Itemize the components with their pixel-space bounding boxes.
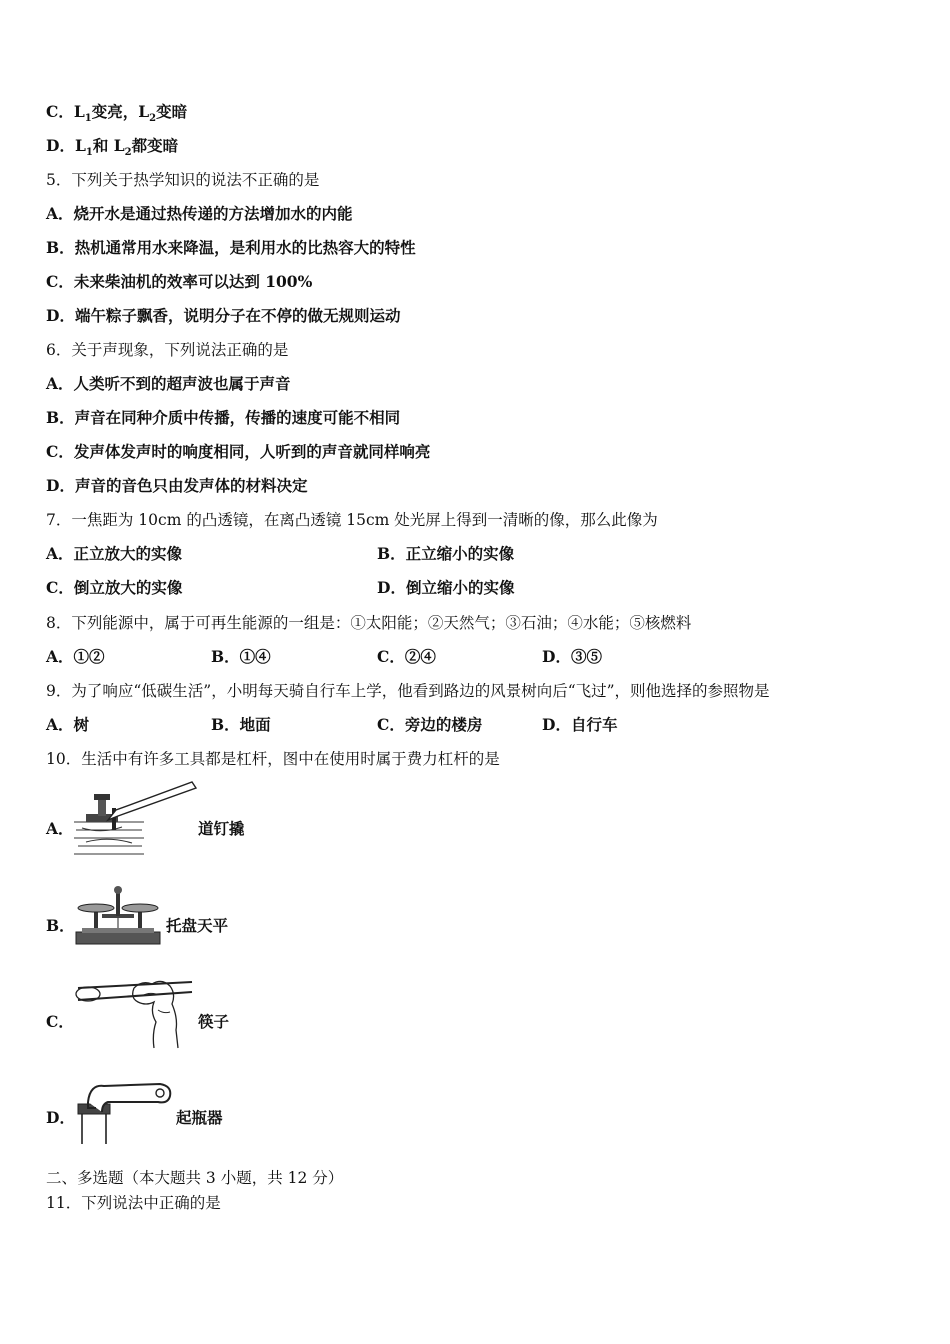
q10-option-c-letter: C． bbox=[46, 1012, 74, 1031]
q9-option-c: C．旁边的楼房 bbox=[377, 715, 483, 734]
q4-option-c-prefix: C．L bbox=[46, 102, 85, 121]
q10-stem: 10．生活中有许多工具都是杠杆，图中在使用时属于费力杠杆的是 bbox=[46, 750, 500, 768]
q5-option-c: C．未来柴油机的效率可以达到 100% bbox=[46, 272, 313, 291]
q9-option-d: D．自行车 bbox=[542, 715, 618, 734]
q5-option-a: A．烧开水是通过热传递的方法增加水的内能 bbox=[46, 204, 353, 223]
q10-option-b-letter: B． bbox=[46, 916, 75, 935]
q6-option-d: D．声音的音色只由发声体的材料决定 bbox=[46, 476, 308, 495]
q5-stem: 5．下列关于热学知识的说法不正确的是 bbox=[46, 171, 320, 189]
q4-option-c-sub1: 1 bbox=[84, 113, 92, 125]
q4-option-c-sub2: 2 bbox=[149, 113, 157, 125]
q4-option-d-prefix: D．L bbox=[46, 136, 86, 155]
q7-option-b: B．正立缩小的实像 bbox=[377, 544, 515, 563]
q4-option-d bbox=[46, 136, 178, 163]
q6-option-c: C．发声体发声时的响度相同，人听到的声音就同样响亮 bbox=[46, 442, 431, 461]
q8-option-a: A．①② bbox=[46, 647, 105, 666]
q5-option-d: D．端午粽子飘香，说明分子在不停的做无规则运动 bbox=[46, 306, 401, 325]
q10-option-c-caption: 筷子 bbox=[198, 1012, 230, 1031]
q7-option-c: C．倒立放大的实像 bbox=[46, 578, 183, 597]
q4-option-c-mid: 变亮，L bbox=[91, 102, 150, 121]
q10-option-d-letter: D． bbox=[46, 1108, 75, 1127]
q7-option-d: D．倒立缩小的实像 bbox=[377, 578, 515, 597]
q10-option-a-caption: 道钉撬 bbox=[198, 819, 245, 838]
q10-option-b-caption: 托盘天平 bbox=[166, 916, 229, 935]
q8-option-b: B．①④ bbox=[211, 647, 271, 666]
q11-stem: 11．下列说法中正确的是 bbox=[46, 1194, 221, 1212]
q9-option-b: B．地面 bbox=[211, 715, 271, 734]
q4-option-d-mid: 和 L bbox=[92, 136, 125, 155]
q7-stem: 7．一焦距为 10cm 的凸透镜，在离凸透镜 15cm 处光屏上得到一清晰的像，那么此像为 bbox=[46, 511, 658, 529]
q4-option-d-sub1: 1 bbox=[85, 147, 93, 159]
q4-option-c bbox=[46, 102, 187, 129]
q6-option-a: A．人类听不到的超声波也属于声音 bbox=[46, 374, 291, 393]
q8-option-d: D．③⑤ bbox=[542, 647, 602, 666]
q6-option-b: B．声音在同种介质中传播，传播的速度可能不相同 bbox=[46, 408, 401, 427]
q9-stem: 9．为了响应“低碳生活”，小明每天骑自行车上学，他看到路边的风景树向后“飞过”，则他选择的参照物是 bbox=[46, 682, 770, 700]
q10-option-a-letter: A． bbox=[46, 819, 74, 838]
q9-option-a: A．树 bbox=[46, 715, 90, 734]
q4-option-d-suffix: 都变暗 bbox=[131, 136, 179, 155]
q8-option-c: C．②④ bbox=[377, 647, 436, 666]
q7-option-a: A．正立放大的实像 bbox=[46, 544, 183, 563]
track-spike-pry-bar-icon bbox=[72, 780, 200, 862]
bottle-opener-icon bbox=[72, 1078, 176, 1146]
q6-stem: 6．关于声现象，下列说法正确的是 bbox=[46, 341, 289, 359]
section2-title: 二、多选题（本大题共 3 小题，共 12 分） bbox=[46, 1169, 344, 1187]
q4-option-c-suffix: 变暗 bbox=[156, 102, 188, 121]
chopsticks-hand-icon bbox=[72, 974, 198, 1050]
q8-stem: 8．下列能源中，属于可再生能源的一组是：①太阳能；②天然气；③石油；④水能；⑤核燃料 bbox=[46, 614, 692, 632]
q5-option-b: B．热机通常用水来降温，是利用水的比热容大的特性 bbox=[46, 238, 416, 257]
q10-option-d-caption: 起瓶器 bbox=[176, 1108, 223, 1127]
tray-balance-icon bbox=[72, 884, 164, 948]
q4-option-d-sub2: 2 bbox=[124, 147, 132, 159]
